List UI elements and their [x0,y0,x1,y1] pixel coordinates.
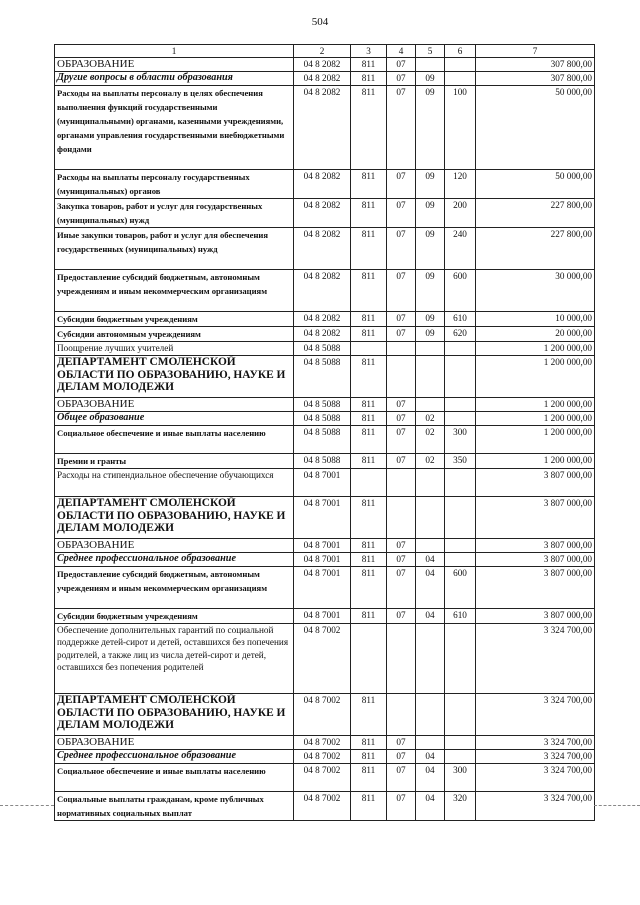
cell-csr: 04 8 2082 [294,199,351,228]
table-row [55,694,595,736]
cell-name: ОБРАЗОВАНИЕ [55,398,294,412]
cell-ved: 811 [351,170,387,199]
cell-ved: 811 [351,356,387,398]
cell-csr: 04 8 7001 [294,469,351,497]
table-row [55,454,595,469]
cell-name: Субсидии бюджетным учреждениям [55,609,294,624]
cell-name: Среднее профессиональное образование [55,553,294,567]
scan-artifact-line [0,805,54,806]
cell-csr: 04 8 2082 [294,170,351,199]
table-row [55,469,595,497]
cell-csr: 04 8 7002 [294,750,351,764]
cell-sum: 3 324 700,00 [476,694,595,736]
cell-ved: 811 [351,792,387,821]
cell-sum: 1 200 000,00 [476,426,595,454]
cell-ved: 811 [351,327,387,342]
cell-pr: 04 [416,750,445,764]
cell-csr: 04 8 7002 [294,736,351,750]
cell-vr [445,750,476,764]
cell-rz: 07 [387,72,416,86]
cell-pr: 04 [416,609,445,624]
cell-rz: 07 [387,567,416,609]
cell-rz [387,469,416,497]
table-row [55,792,595,821]
cell-sum: 1 200 000,00 [476,342,595,356]
cell-vr [445,553,476,567]
cell-pr: 09 [416,170,445,199]
cell-vr [445,624,476,694]
cell-vr [445,694,476,736]
cell-pr: 09 [416,72,445,86]
cell-sum: 1 200 000,00 [476,398,595,412]
cell-vr [445,539,476,553]
table-row [55,412,595,426]
table-row [55,750,595,764]
cell-vr: 300 [445,764,476,792]
cell-sum: 3 324 700,00 [476,764,595,792]
cell-csr: 04 8 7001 [294,609,351,624]
header-col-2: 2 [294,45,351,58]
cell-ved: 811 [351,454,387,469]
cell-pr: 09 [416,327,445,342]
cell-pr: 09 [416,228,445,270]
cell-name: Обеспечение дополнительных гарантий по социальной поддержке детей-сирот и детей, оставшихся без попечения родителей, а также лиц из числа детей-сирот и детей, оставшихся без попечения родителей [55,624,294,694]
cell-rz [387,356,416,398]
cell-name: Социальное обеспечение и иные выплаты населению [55,426,294,454]
cell-vr: 600 [445,270,476,312]
cell-ved [351,624,387,694]
cell-name: Поощрение лучших учителей [55,342,294,356]
cell-ved: 811 [351,58,387,72]
cell-sum: 50 000,00 [476,86,595,170]
budget-table [54,44,595,821]
cell-rz: 07 [387,86,416,170]
cell-name: Расходы на выплаты персоналу государственных (муниципальных) органов [55,170,294,199]
cell-vr [445,736,476,750]
cell-ved: 811 [351,553,387,567]
cell-csr: 04 8 7002 [294,764,351,792]
cell-sum: 3 807 000,00 [476,497,595,539]
cell-vr [445,469,476,497]
table-row [55,270,595,312]
cell-pr: 04 [416,567,445,609]
cell-vr [445,412,476,426]
cell-csr: 04 8 7002 [294,792,351,821]
table-row [55,327,595,342]
cell-rz: 07 [387,609,416,624]
table-row [55,398,595,412]
cell-ved: 811 [351,312,387,327]
cell-csr: 04 8 5088 [294,356,351,398]
table-row [55,199,595,228]
cell-ved: 811 [351,609,387,624]
cell-rz: 07 [387,170,416,199]
cell-sum: 1 200 000,00 [476,356,595,398]
cell-vr: 300 [445,426,476,454]
cell-vr [445,497,476,539]
cell-name: ОБРАЗОВАНИЕ [55,58,294,72]
cell-sum: 307 800,00 [476,58,595,72]
cell-ved: 811 [351,270,387,312]
cell-ved: 811 [351,567,387,609]
cell-pr [416,58,445,72]
header-col-1: 1 [55,45,294,58]
header-col-4: 4 [387,45,416,58]
cell-csr: 04 8 2082 [294,86,351,170]
cell-name: Предоставление субсидий бюджетным, автономным учреждениям и иным некоммерческим организациям [55,567,294,609]
cell-rz: 07 [387,792,416,821]
cell-pr: 04 [416,792,445,821]
cell-pr [416,342,445,356]
cell-rz: 07 [387,764,416,792]
table-body [55,58,595,821]
table-row [55,736,595,750]
cell-vr [445,342,476,356]
cell-name: Социальные выплаты гражданам, кроме публичных нормативных социальных выплат [55,792,294,821]
table-row [55,539,595,553]
cell-pr [416,624,445,694]
cell-ved: 811 [351,228,387,270]
cell-csr: 04 8 5088 [294,454,351,469]
cell-rz: 07 [387,228,416,270]
table-header-row [55,45,595,58]
cell-rz: 07 [387,736,416,750]
cell-csr: 04 8 5088 [294,412,351,426]
cell-sum: 3 324 700,00 [476,736,595,750]
cell-csr: 04 8 7001 [294,553,351,567]
cell-vr: 600 [445,567,476,609]
cell-csr: 04 8 7002 [294,624,351,694]
cell-sum: 3 807 000,00 [476,539,595,553]
cell-ved: 811 [351,199,387,228]
cell-sum: 307 800,00 [476,72,595,86]
cell-name: ДЕПАРТАМЕНТ СМОЛЕНСКОЙ ОБЛАСТИ ПО ОБРАЗОВАНИЮ, НАУКЕ И ДЕЛАМ МОЛОДЕЖИ [55,694,294,736]
cell-sum: 3 324 700,00 [476,624,595,694]
cell-sum: 3 324 700,00 [476,792,595,821]
cell-vr: 610 [445,312,476,327]
cell-csr: 04 8 7001 [294,539,351,553]
cell-ved: 811 [351,497,387,539]
cell-rz: 07 [387,312,416,327]
cell-rz [387,497,416,539]
cell-csr: 04 8 7001 [294,497,351,539]
cell-ved: 811 [351,412,387,426]
cell-vr: 620 [445,327,476,342]
cell-csr: 04 8 2082 [294,58,351,72]
cell-sum: 1 200 000,00 [476,412,595,426]
cell-name: Субсидии автономным учреждениям [55,327,294,342]
cell-csr: 04 8 5088 [294,342,351,356]
cell-ved [351,342,387,356]
cell-vr [445,356,476,398]
cell-csr: 04 8 7002 [294,694,351,736]
cell-vr: 120 [445,170,476,199]
table-row [55,312,595,327]
cell-vr [445,398,476,412]
cell-pr: 09 [416,312,445,327]
cell-ved: 811 [351,736,387,750]
cell-ved: 811 [351,764,387,792]
table-row [55,497,595,539]
cell-sum: 3 807 000,00 [476,469,595,497]
cell-pr [416,694,445,736]
cell-name: Расходы на стипендиальное обеспечение обучающихся [55,469,294,497]
cell-sum: 10 000,00 [476,312,595,327]
cell-sum: 30 000,00 [476,270,595,312]
cell-sum: 3 324 700,00 [476,750,595,764]
cell-name: Среднее профессиональное образование [55,750,294,764]
cell-rz: 07 [387,454,416,469]
cell-name: ДЕПАРТАМЕНТ СМОЛЕНСКОЙ ОБЛАСТИ ПО ОБРАЗОВАНИЮ, НАУКЕ И ДЕЛАМ МОЛОДЕЖИ [55,497,294,539]
cell-pr: 02 [416,454,445,469]
cell-pr [416,736,445,750]
cell-csr: 04 8 2082 [294,327,351,342]
table-row [55,342,595,356]
cell-ved: 811 [351,426,387,454]
cell-rz: 07 [387,750,416,764]
cell-pr [416,398,445,412]
cell-pr: 09 [416,199,445,228]
cell-pr: 02 [416,412,445,426]
cell-rz: 07 [387,270,416,312]
cell-pr [416,539,445,553]
cell-name: Премии и гранты [55,454,294,469]
cell-pr [416,497,445,539]
table-row [55,86,595,170]
page-number: 504 [311,16,329,28]
cell-vr: 240 [445,228,476,270]
cell-rz [387,624,416,694]
cell-rz: 07 [387,539,416,553]
cell-vr [445,58,476,72]
header-col-5: 5 [416,45,445,58]
cell-vr: 200 [445,199,476,228]
cell-name: Социальное обеспечение и иные выплаты населению [55,764,294,792]
cell-csr: 04 8 2082 [294,312,351,327]
cell-pr: 09 [416,270,445,312]
cell-ved: 811 [351,539,387,553]
cell-name: ДЕПАРТАМЕНТ СМОЛЕНСКОЙ ОБЛАСТИ ПО ОБРАЗОВАНИЮ, НАУКЕ И ДЕЛАМ МОЛОДЕЖИ [55,356,294,398]
cell-pr: 02 [416,426,445,454]
cell-sum: 227 800,00 [476,228,595,270]
cell-ved: 811 [351,694,387,736]
cell-rz: 07 [387,412,416,426]
header-col-3: 3 [351,45,387,58]
cell-rz: 07 [387,426,416,454]
table-row [55,553,595,567]
cell-name: Другие вопросы в области образования [55,72,294,86]
table-row [55,764,595,792]
cell-sum: 50 000,00 [476,170,595,199]
cell-vr: 350 [445,454,476,469]
table-row [55,228,595,270]
cell-ved: 811 [351,750,387,764]
table-row [55,609,595,624]
table-row [55,58,595,72]
cell-name: Предоставление субсидий бюджетным, автономным учреждениям и иным некоммерческим организациям [55,270,294,312]
table-row [55,170,595,199]
cell-ved: 811 [351,398,387,412]
cell-name: Расходы на выплаты персоналу в целях обеспечения выполнения функций государственными (муниципальными) органами, казенными учреждениями, органами управления государственными внебюджетными фондами [55,86,294,170]
cell-pr: 04 [416,764,445,792]
cell-sum: 3 807 000,00 [476,553,595,567]
cell-csr: 04 8 5088 [294,398,351,412]
cell-rz: 07 [387,327,416,342]
cell-sum: 20 000,00 [476,327,595,342]
cell-name: Общее образование [55,412,294,426]
cell-ved: 811 [351,86,387,170]
cell-csr: 04 8 2082 [294,270,351,312]
cell-pr [416,356,445,398]
cell-pr: 04 [416,553,445,567]
cell-rz: 07 [387,553,416,567]
cell-name: Иные закупки товаров, работ и услуг для обеспечения государственных (муниципальных) нужд [55,228,294,270]
cell-name: Субсидии бюджетным учреждениям [55,312,294,327]
cell-sum: 227 800,00 [476,199,595,228]
table-row [55,567,595,609]
cell-vr: 610 [445,609,476,624]
cell-pr [416,469,445,497]
cell-csr: 04 8 7001 [294,567,351,609]
cell-name: ОБРАЗОВАНИЕ [55,539,294,553]
cell-csr: 04 8 2082 [294,72,351,86]
cell-name: Закупка товаров, работ и услуг для государственных (муниципальных) нужд [55,199,294,228]
header-col-7: 7 [476,45,595,58]
cell-ved: 811 [351,72,387,86]
cell-rz: 07 [387,58,416,72]
cell-name: ОБРАЗОВАНИЕ [55,736,294,750]
cell-sum: 1 200 000,00 [476,454,595,469]
cell-csr: 04 8 5088 [294,426,351,454]
table-row [55,72,595,86]
table-row [55,426,595,454]
cell-vr: 320 [445,792,476,821]
cell-pr: 09 [416,86,445,170]
cell-sum: 3 807 000,00 [476,567,595,609]
cell-rz [387,342,416,356]
table-row [55,356,595,398]
cell-sum: 3 807 000,00 [476,609,595,624]
table-row [55,624,595,694]
cell-ved [351,469,387,497]
cell-rz: 07 [387,398,416,412]
cell-vr: 100 [445,86,476,170]
cell-csr: 04 8 2082 [294,228,351,270]
header-col-6: 6 [445,45,476,58]
cell-rz [387,694,416,736]
cell-vr [445,72,476,86]
scan-artifact-line [594,805,640,806]
cell-rz: 07 [387,199,416,228]
